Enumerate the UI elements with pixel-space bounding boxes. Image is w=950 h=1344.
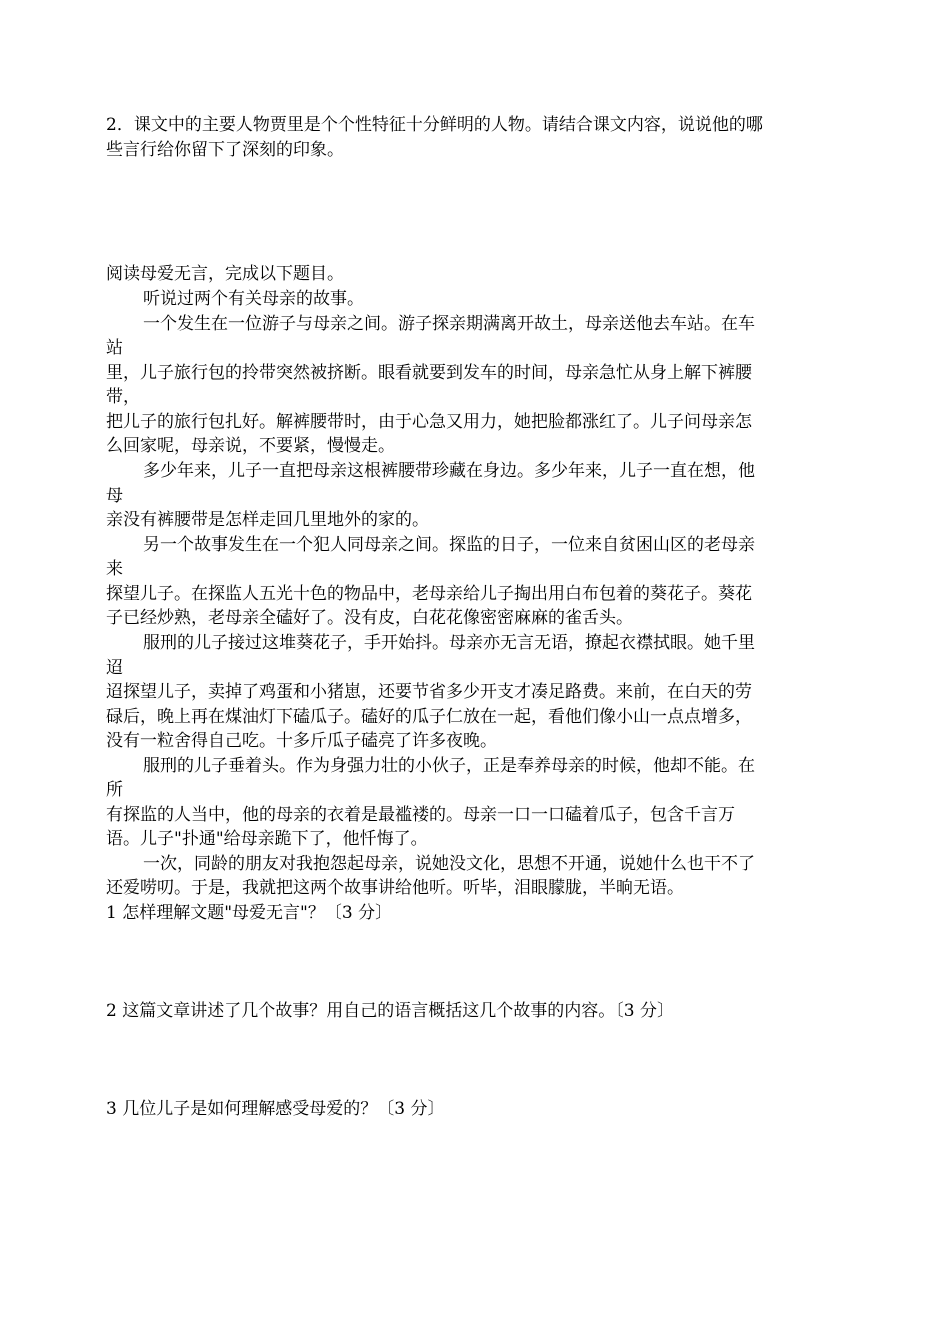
question-2-line-1: 2．课文中的主要人物贾里是个个性特征十分鲜明的人物。请结合课文内容，说说他的哪 [106,115,763,135]
passage-line: 母 [106,486,123,506]
passage-line: 带， [106,387,140,407]
passage-line: 还爱唠叨。于是，我就把这两个故事讲给他听。听毕，泪眼朦胧，半晌无语。 [106,878,684,898]
passage-line: 来 [106,559,123,579]
passage-line: 服刑的儿子接过这堆葵花子，手开始抖。母亲亦无言无语，撩起衣襟拭眼。她千里 [143,633,755,653]
passage-line: 里，儿子旅行包的拎带突然被挤断。眼看就要到发车的时间，母亲急忙从身上解下裤腰 [106,363,752,383]
question-3: 3 几位儿子是如何理解感受母爱的？〔3 分〕 [106,1099,445,1119]
passage-line: 有探监的人当中，他的母亲的衣着是最褴褛的。母亲一口一口磕着瓜子，包含千言万 [106,805,735,825]
question-2: 2 这篇文章讲述了几个故事？用自己的语言概括这几个故事的内容。〔3 分〕 [106,1001,674,1021]
passage-line: 把儿子的旅行包扎好。解裤腰带时，由于心急又用力，她把脸都涨红了。儿子问母亲怎 [106,412,752,432]
passage-line: 语。儿子"扑通"给母亲跪下了，他忏悔了。 [106,829,428,849]
passage-line: 站 [106,338,123,358]
passage-line: 亲没有裤腰带是怎样走回几里地外的家的。 [106,510,429,530]
passage-line: 迢 [106,658,123,678]
question-2-line-2: 些言行给你留下了深刻的印象。 [106,140,344,160]
passage-line: 迢探望儿子，卖掉了鸡蛋和小猪崽，还要节省多少开支才凑足路费。来前，在白天的劳 [106,682,752,702]
question-1: 1 怎样理解文题"母爱无言"？〔3 分〕 [106,903,393,923]
passage-line: 一个发生在一位游子与母亲之间。游子探亲期满离开故土，母亲送他去车站。在车 [143,314,755,334]
reading-intro: 阅读母爱无言，完成以下题目。 [106,264,344,284]
passage-line: 探望儿子。在探监人五光十色的物品中，老母亲给儿子掏出用白布包着的葵花子。葵花 [106,584,752,604]
passage-line: 子已经炒熟，老母亲全磕好了。没有皮，白花花像密密麻麻的雀舌头。 [106,608,633,628]
passage-line: 没有一粒舍得自己吃。十多斤瓜子磕亮了许多夜晚。 [106,731,497,751]
passage-line: 所 [106,780,123,800]
passage-line: 另一个故事发生在一个犯人同母亲之间。探监的日子，一位来自贫困山区的老母亲 [143,535,755,555]
passage-line: 多少年来，儿子一直把母亲这根裤腰带珍藏在身边。多少年来，儿子一直在想，他 [143,461,755,481]
passage-line: 碌后，晚上再在煤油灯下磕瓜子。磕好的瓜子仁放在一起，看他们像小山一点点增多， [106,707,752,727]
passage-line: 服刑的儿子垂着头。作为身强力壮的小伙子，正是奉养母亲的时候，他却不能。在 [143,756,755,776]
passage-line: 么回家呢，母亲说，不要紧，慢慢走。 [106,436,395,456]
passage-line: 听说过两个有关母亲的故事。 [143,289,364,309]
passage-line: 一次，同龄的朋友对我抱怨起母亲，说她没文化，思想不开通，说她什么也干不了 [143,854,755,874]
